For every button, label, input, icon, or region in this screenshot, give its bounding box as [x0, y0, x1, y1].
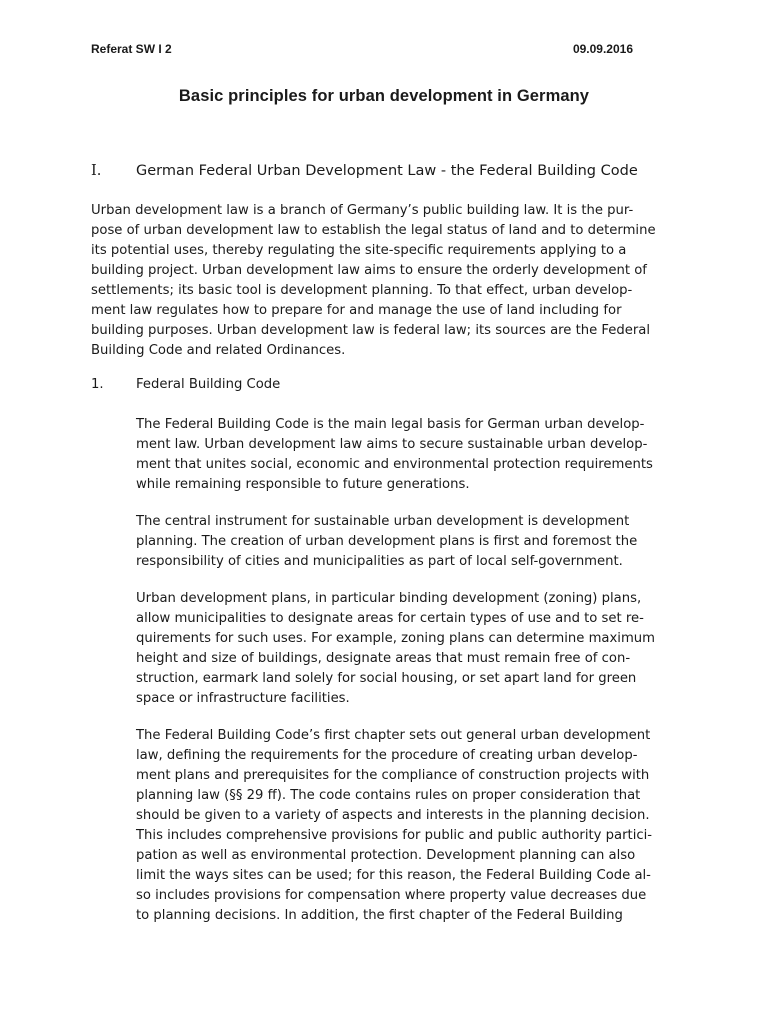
paragraph-line: ment law. Urban development law aims to secure sustainable urban develop-: [136, 437, 648, 452]
paragraph-line: struction, earmark land solely for social housing, or set apart land for green: [136, 671, 637, 686]
section-title: German Federal Urban Development Law - the Federal Building Code: [136, 163, 638, 179]
paragraph-line: limit the ways sites can be used; for this reason, the Federal Building Code al-: [136, 868, 651, 883]
paragraph-line: pation as well as environmental protection. Development planning can also: [136, 848, 636, 863]
paragraph-line: building project. Urban development law aims to ensure the orderly development of: [91, 263, 647, 278]
paragraph-line: space or infrastructure facilities.: [136, 691, 350, 706]
paragraph-line: law, defining the requirements for the procedure of creating urban develop-: [136, 748, 638, 763]
paragraph-line: Urban development law is a branch of Germany’s public building law. It is the pur-: [91, 203, 634, 218]
paragraph-line: quirements for such uses. For example, zoning plans can determine maximum: [136, 631, 656, 646]
header-date: 09.09.2016: [572, 42, 633, 56]
paragraph-line: should be given to a variety of aspects and interests in the planning decision.: [136, 808, 650, 823]
document-title: Basic principles for urban development in Germany: [178, 87, 590, 105]
paragraph-line: Urban development plans, in particular binding development (zoning) plans,: [136, 591, 642, 606]
header-reference: Referat SW I 2: [91, 42, 172, 56]
paragraph-line: The Federal Building Code is the main legal basis for German urban develop-: [136, 417, 645, 432]
paragraph-line: ment law regulates how to prepare for and manage the use of land including for: [91, 303, 622, 318]
paragraph-line: building purposes. Urban development law is federal law; its sources are the Federal: [91, 323, 651, 338]
subsection-title: Federal Building Code: [136, 377, 281, 392]
paragraph-line: ment that unites social, economic and environmental protection requirements: [136, 457, 653, 472]
paragraph-line: ment plans and prerequisites for the compliance of construction projects with: [136, 768, 650, 783]
paragraph-line: responsibility of cities and municipalities as part of local self-government.: [136, 554, 623, 569]
paragraph-line: its potential uses, thereby regulating the site-specific requirements applying to a: [91, 243, 627, 258]
paragraph-line: planning. The creation of urban development plans is first and foremost the: [136, 534, 638, 549]
paragraph-2: [136, 512, 681, 572]
paragraph-line: while remaining responsible to future generations.: [136, 477, 470, 492]
paragraph-line: so includes provisions for compensation where property value decreases due: [136, 888, 647, 903]
intro-paragraph: [91, 201, 681, 361]
paragraph-line: Building Code and related Ordinances.: [91, 343, 346, 358]
paragraph-line: pose of urban development law to establish the legal status of land and to determine: [91, 223, 656, 238]
paragraph-4: [136, 726, 681, 926]
paragraph-line: to planning decisions. In addition, the first chapter of the Federal Building: [136, 908, 623, 923]
paragraph-line: settlements; its basic tool is development planning. To that effect, urban develop-: [91, 283, 633, 298]
paragraph-1: [136, 415, 681, 495]
paragraph-line: height and size of buildings, designate areas that must remain free of con-: [136, 651, 631, 666]
paragraph-line: The Federal Building Code’s first chapter sets out general urban development: [136, 728, 651, 743]
paragraph-line: allow municipalities to designate areas for certain types of use and to set re-: [136, 611, 644, 626]
subsection-number: 1.: [91, 377, 104, 392]
paragraph-line: The central instrument for sustainable urban development is development: [136, 514, 630, 529]
paragraph-line: This includes comprehensive provisions for public and public authority partici-: [136, 828, 653, 843]
section-number: I.: [91, 163, 102, 179]
paragraph-line: planning law (§§ 29 ff). The code contains rules on proper consideration that: [136, 788, 641, 803]
paragraph-3: [136, 589, 681, 709]
